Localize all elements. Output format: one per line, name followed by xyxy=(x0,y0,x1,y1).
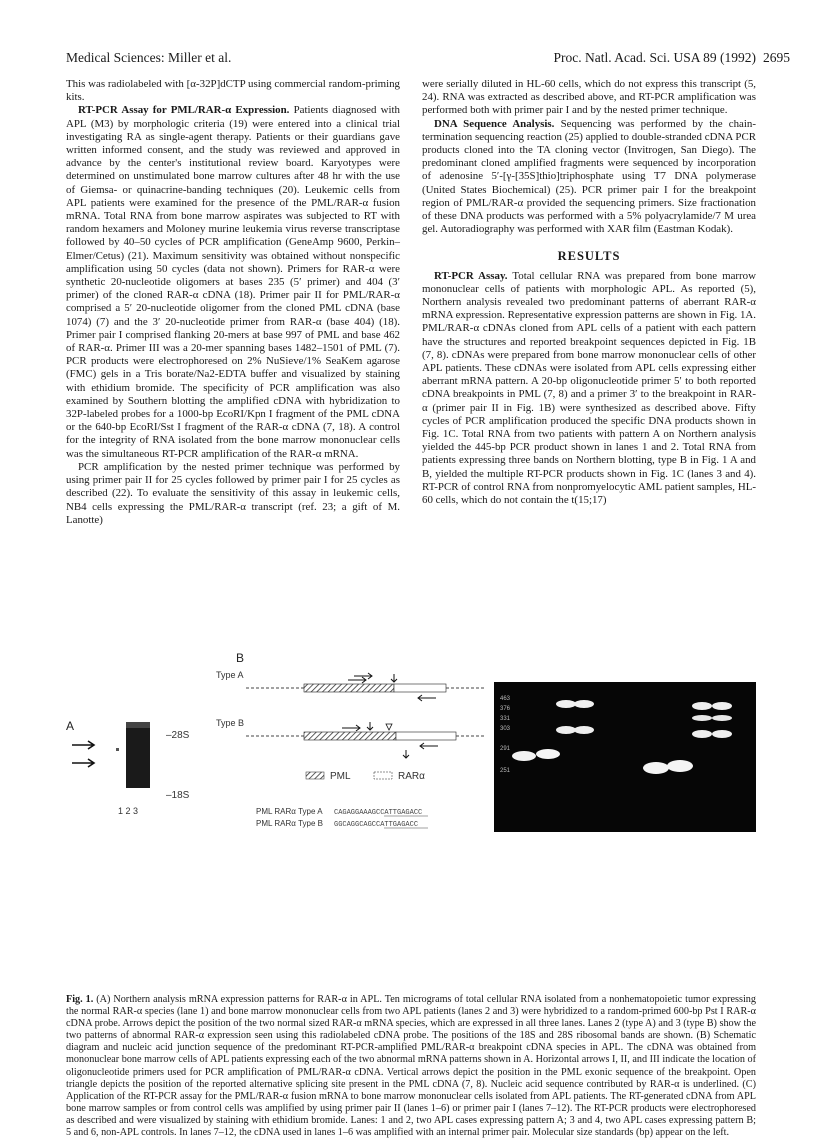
gel-band xyxy=(556,700,576,708)
size-marker-label: 291 xyxy=(500,746,511,752)
junction-sequences xyxy=(256,807,428,829)
section-run-in-title: RT-PCR Assay. xyxy=(434,269,508,282)
gel-band xyxy=(692,715,712,721)
gel-band xyxy=(712,702,732,710)
gel-band xyxy=(556,726,576,734)
type-a-label: Type A xyxy=(216,670,244,680)
pml-segment xyxy=(304,732,396,740)
right-column xyxy=(422,78,756,507)
legend-pml-label: PML xyxy=(330,771,351,782)
paragraph: PCR amplification by the nested primer technique was performed by using primer pair II for 25 cycles followed by primer pair I for 25 cycles as described (22). To evaluate the sensitivity of this assay in leukemic cells, NB4 cells expressing the PML/RAR-α transcript (ref. 23; a gift of M. Lanotte) xyxy=(66,460,400,526)
figure-caption xyxy=(66,994,756,1139)
section-heading: RESULTS xyxy=(557,249,621,264)
splice-site-triangle-icon xyxy=(386,724,392,730)
paragraph: This was radiolabeled with [α-32P]dCTP using commercial random-priming kits. xyxy=(66,78,400,104)
figure-1-graphic xyxy=(66,648,756,988)
size-marker-label: 331 xyxy=(500,716,511,722)
schematic-legend xyxy=(306,771,425,782)
type-b-label: Type B xyxy=(216,718,245,728)
caption-text: (A) Northern analysis mRNA expression patterns for RAR-α in APL. Ten micrograms of total cellular RNA isolated from a nonhematopoietic tumor expressing the normal RAR-α species (lane 1) and bone marrow mononuclear cells from two APL patients (lanes 2 and 3) were hybridized to a random-primed 600-bp Pst I RAR-α cDNA probe. Arrows depict the position of the two normal sized RAR-α mRNA species, which are expressed in all three lanes. Lanes 2 (type A) and 3 (type B) show the two patterns of abnormal RAR-α expression seen using this radiolabeled cDNA probe. The positions of the 18S and 28S ribosomal bands are shown. (B) Schematic diagram and nucleic acid junction sequence of the predominant RT-PCR-amplified PML/RAR-α breakpoint cDNA species in APL. The cDNA was obtained from mononuclear bone marrow cells of APL patients expressing each of the two abnormal mRNA patterns shown in A. Horizontal arrows I, II, and III indicate the location of oligonucleotide primers used for PCR amplification of PML/RAR-α cDNA. Vertical arrows depict the position in the PML exonic sequence of the breakpoint. Open triangle depicts the position of the reported alternative splicing site present in the PML cDNA (7, 8). Nucleic acid sequence contributed by RAR-α is underlined. (C) Application of the RT-PCR assay for the PML/RAR-α fusion mRNA to bone marrow mononuclear cells isolated from APL patients. The RT-generated cDNA from APL bone marrow samples or from control cells was amplified by using primer pair II (lanes 1–6) or primer pair I (lanes 7–12). The RT-PCR products were electrophoresed as described and were visualized by staining with ethidium bromide. Lanes: 1 and 2, two APL cases expressing pattern A; 3 and 4, two APL cases expressing pattern B; 5 and 6, non-APL controls. In lanes 7–12, the cDNA used in lanes 1–6 was amplified with an internal primer pair. Molecular size standards (bp) appear on the left. xyxy=(66,994,756,1139)
gel-band xyxy=(667,760,693,772)
marker-18s: –18S xyxy=(166,790,190,801)
paragraph xyxy=(422,118,756,237)
size-marker-label: 463 xyxy=(500,696,511,702)
paragraph xyxy=(66,104,400,460)
header-citation: Proc. Natl. Acad. Sci. USA 89 (1992) xyxy=(553,50,756,65)
left-column xyxy=(66,78,400,527)
marker-28s: –28S xyxy=(166,730,190,741)
blot-lane-band xyxy=(126,722,150,728)
northern-blot xyxy=(116,722,150,788)
gel-band xyxy=(574,726,594,734)
seq-type-a: CAGAGGAAAGCCATTGAGACC xyxy=(334,809,423,817)
blot-lane-band xyxy=(116,748,119,751)
paragraph: were serially diluted in HL-60 cells, which do not express this transcript (5, 24). RNA was extracted as described above, and RT-PCR amplification was performed both with primer pair I and by the nested primer technique. xyxy=(422,78,756,117)
gel-band xyxy=(712,715,732,721)
breakpoint-arrow-icon xyxy=(391,674,397,682)
paragraph-text: Patients diagnosed with APL (M3) by morphologic criteria (19) were entered into a clinical trial investigating RA as single-agent therapy. Patients or their guardians gave written informed consent, and the study was reviewed and approved in advance by the center's institutional review board. Karyotypes were determined on unstimulated bone marrow cultures after 48 hr with the use of Giemsa- or quinacrine-banding techniques (20). Leukemic cells from APL patients were examined for the presence of the PML/RAR-α fusion mRNA. Total RNA from bone marrow aspirates was subjected to RT with random hexamers and Moloney murine leukemia virus reverse transcriptase followed by 40–50 cycles of PCR amplification (GeneAmp 9600, Perkin–Elmer/Cetus) (21). Maximum sensitivity was obtained without nonspecific amplification using 50 cycles (data not shown). Primers for RAR-α were synthetic 20-nucleotide oligomers at bases 235 (5′ primer) and 404 (3′ primer) of the cloned RAR-α cDNA (18). Primer pair II for PML/RAR-α comprised a 5′ 20-nucleotide oligomer from the cloned PML cDNA (base 1074) (7) and the 3′ 20-nucleotide primer from RAR-α (base 404) (18). Primer pair I comprised flanking 20-mers at base 997 of PML and base 462 of RAR-α. Primer III was a 20-mer spanning bases 1482–1501 of PML (7). PCR products were electrophoresed on 2% NuSieve/1% SeaKem agarose (FMC) gels in a Tris borate/Na2-EDTA buffer and visualized by staining with ethidium bromide. The specificity of PCR amplification was also examined by Southern blotting the amplified cDNA with hybridization to 32P-labeled probes for a 1000-bp EcoRI/Kpn I fragment of the PML cDNA or the 640-bp EcoRI/Sst I fragment of the RAR-α cDNA (7, 18). A control for the integrity of RNA isolated from the bone marrow mononuclear cells was the simultaneous RT-PCR amplification of the RAR-α mRNA. xyxy=(66,104,400,460)
rar-segment xyxy=(394,684,446,692)
panel-b-label: B xyxy=(236,651,245,665)
figure-1 xyxy=(66,648,756,988)
page-number: 2695 xyxy=(763,50,790,65)
gel-band xyxy=(692,730,712,738)
gel-band xyxy=(512,751,536,761)
arrow-icon xyxy=(72,759,94,767)
seq-type-b: GGCAGGCAGCCATTGAGACC xyxy=(334,821,419,829)
gel-band xyxy=(574,700,594,708)
primer-arrow-icon xyxy=(420,743,438,749)
seq-type-a-label: PML RARα Type A xyxy=(256,807,323,816)
type-a-schematic xyxy=(246,673,486,701)
arrow-icon xyxy=(72,741,94,749)
primer-arrow-icon xyxy=(342,725,360,731)
size-marker-label: 376 xyxy=(500,706,511,712)
agarose-gel xyxy=(494,682,756,832)
header-journal-section: Medical Sciences: Miller et al. xyxy=(66,50,232,65)
section-run-in-title: RT-PCR Assay for PML/RAR-α Expression. xyxy=(78,104,290,117)
legend-rar-label: RARα xyxy=(398,771,425,782)
gel-band xyxy=(712,730,732,738)
size-marker-label: 251 xyxy=(500,768,511,774)
running-header xyxy=(66,50,790,68)
paragraph-text: Total cellular RNA was prepared from bone marrow mononuclear cells of patients with morphologic APL. As reported (5), Northern analysis revealed two predominant patterns of aberrant RAR-α mRNA expression. Representative expression patterns are shown in Fig. 1A. PML/RAR-α cDNAs cloned from APL cells of a patient with each pattern have the structures and reported breakpoint sequences depicted in Fig. 1B (7, 8). cDNAs were prepared from bone marrow mononuclear cells of other APL patients. These cDNAs were isolated from APL cells expressing either aberrant mRNA pattern. A 20-bp oligonucleotide primer 5′ to both reported cDNA breakpoints in PML (7, 8) and a primer 3′ to the breakpoint in RAR-α (primer pair II in Fig. 1B) were synthesized as described above. Fifty cycles of PCR amplification produced the specific DNA products shown in Fig. 1C. Total RNA from two patients with pattern A on Northern analysis yielded the 445-bp PCR product shown in lanes 1 and 2. Total RNA from patients expressing three bands on Northern blotting, type B in Fig. 1 A and B, yielded the multiple RT-PCR products shown in Fig. 1C (lanes 3 and 4). RT-PCR of control RNA from nonpromyelocytic AML patient samples, HL-60 cells, which do not contain the t(15;17) xyxy=(422,269,756,507)
size-marker-label: 303 xyxy=(500,726,511,732)
lane-numbers: 1 2 3 xyxy=(118,806,139,816)
breakpoint-arrow-icon xyxy=(403,750,409,758)
gel-band xyxy=(692,702,712,710)
paragraph xyxy=(422,270,756,508)
legend-pml-swatch xyxy=(306,772,324,779)
primer-arrow-icon xyxy=(418,695,436,701)
pml-segment xyxy=(304,684,394,692)
paragraph-text: Sequencing was performed by the chain-termination sequencing reaction (25) applied to double-stranded cDNA PCR products cloned into the TA cloning vector (Invitrogen, San Diego). The predominant cloned amplified fragments were sequenced by incorporation of adenosine 5′-[γ-[35S]thio]triphosphate using T7 DNA polymerase (United States Biochemical) (25). PCR primer pair I for the breakpoint region of PML/RAR-α provided the sequencing primers. Size fractionation of these DNA products was performed with a 5% polyacrylamide/7 M urea gel. Autoradiography was performed with XAR film (Eastman Kodak). xyxy=(422,117,756,236)
normal-species-arrows xyxy=(72,741,94,767)
seq-type-b-label: PML RARα Type B xyxy=(256,819,324,828)
rar-segment xyxy=(396,732,456,740)
panel-a-label: A xyxy=(66,719,75,733)
section-run-in-title: DNA Sequence Analysis. xyxy=(434,117,555,130)
legend-rar-swatch xyxy=(374,772,392,779)
primer-arrow-icon xyxy=(348,677,366,683)
caption-label: Fig. 1. xyxy=(66,994,94,1005)
gel-band xyxy=(643,762,669,774)
breakpoint-arrow-icon xyxy=(367,722,373,730)
type-b-schematic xyxy=(246,722,486,758)
gel-band xyxy=(536,749,560,759)
blot-lane-band xyxy=(126,722,150,788)
